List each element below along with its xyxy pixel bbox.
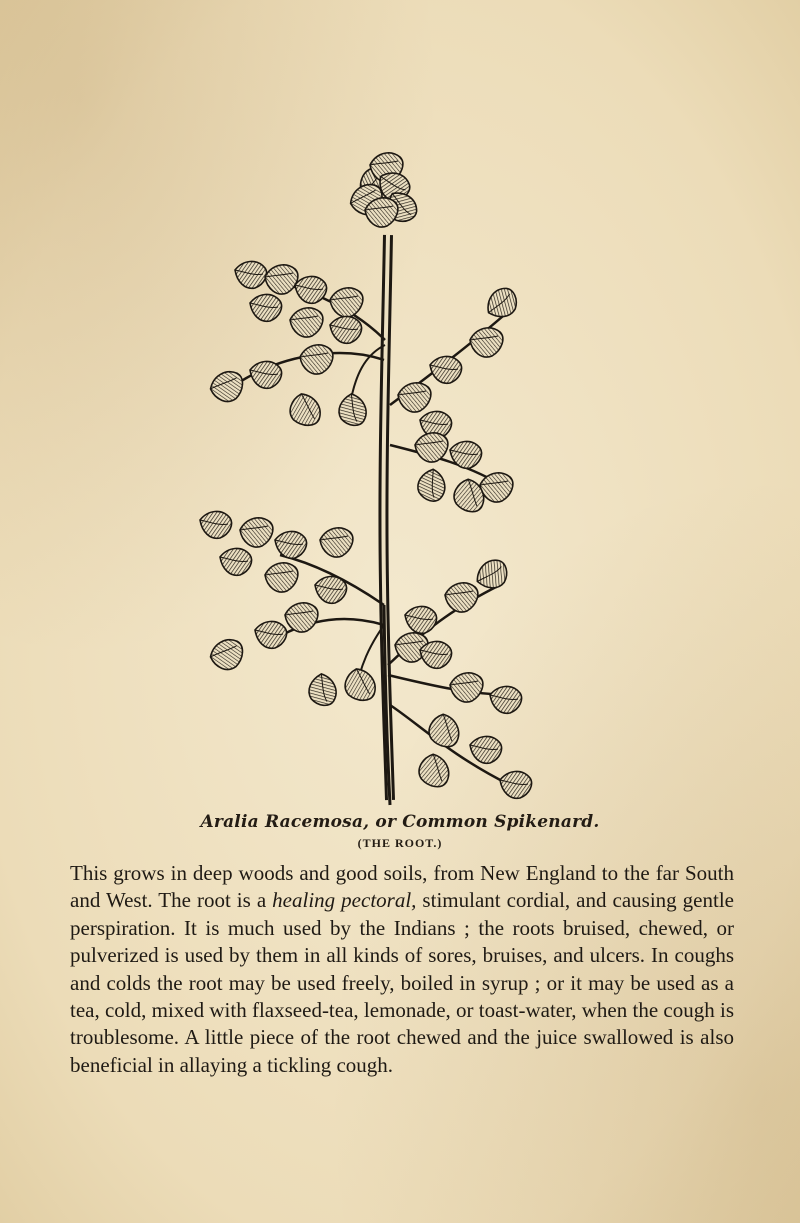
main-stem [383, 235, 390, 805]
description-italic-phrase: healing pectoral, [272, 888, 417, 913]
upper-right-branch [390, 283, 523, 515]
upper-left-branch [207, 261, 385, 430]
figure-caption-subtitle: (THE ROOT.) [357, 836, 443, 850]
description-text-start: This grows in deep woods and good soils, from New England to the far South and West. The root is a [70, 861, 734, 913]
figure-caption-title: Aralia Racemosa, or Common Spikenard. [200, 812, 600, 832]
lower-left-branch [200, 511, 384, 709]
description-text-end: stimulant cordial, and causing gentle perspiration. It is much used by the Indians ; the roots bruised, chewed, or pulverized is used by them in all kinds of sores, bruises, and ulcers. In coughs and colds the root may be used freely, boiled in syrup ; or it may be used as a tea, cold, mixed with flaxseed-tea, lemonade, or toast-water, when the cough is troublesome. A little piece of the root chewed and the juice swallowed is also beneficial in allaying a tickling cough. [70, 888, 734, 1077]
top-cluster [346, 153, 422, 228]
description-paragraph [70, 860, 734, 1079]
lower-right-branch [388, 555, 532, 799]
spikenard-illustration [180, 145, 620, 810]
